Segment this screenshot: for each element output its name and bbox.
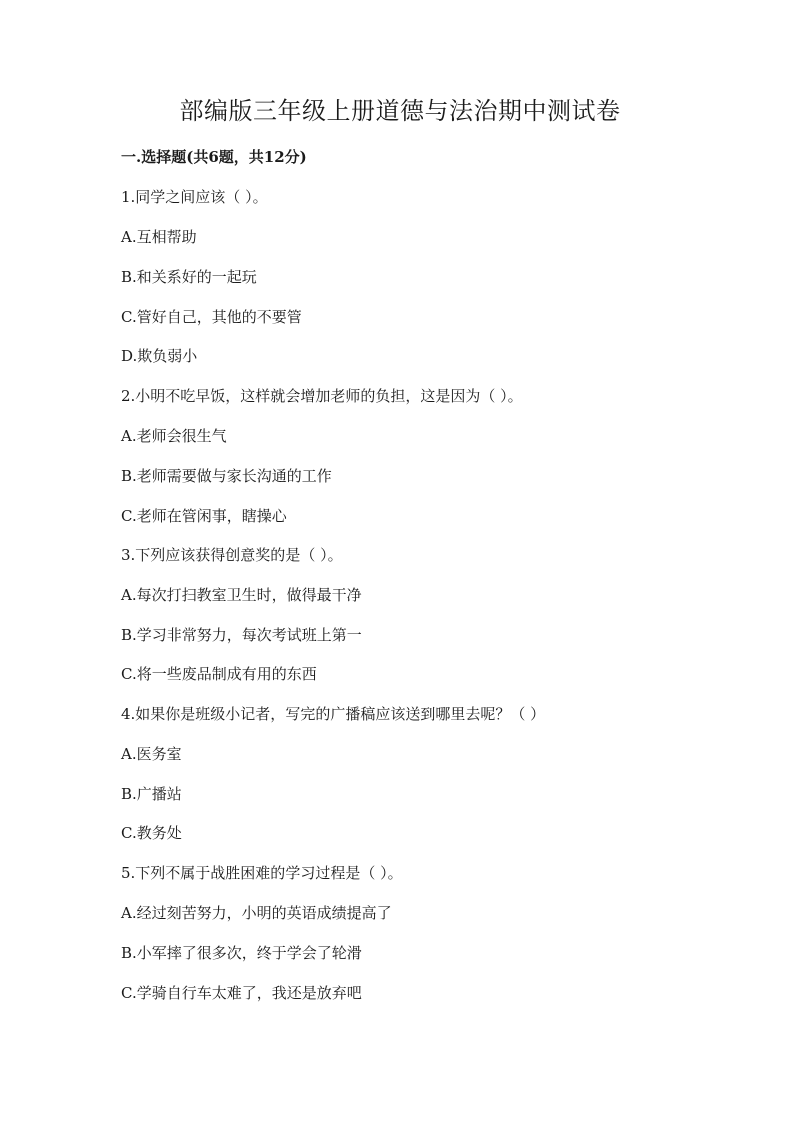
section-heading-multiple-choice: 一.选择题(共6题，共12分) <box>121 148 307 166</box>
question-5-option-c: C.学骑自行车太难了，我还是放弃吧 <box>121 984 362 1002</box>
question-4-stem: 4.如果你是班级小记者，写完的广播稿应该送到哪里去呢？（ ） <box>121 705 546 723</box>
question-5-stem: 5.下列不属于战胜困难的学习过程是（ ）。 <box>121 864 403 882</box>
question-4-option-a: A.医务室 <box>121 745 182 763</box>
question-5-option-b: B.小军摔了很多次，终于学会了轮滑 <box>121 944 362 962</box>
exam-title: 部编版三年级上册道德与法治期中测试卷 <box>179 97 621 125</box>
question-1-option-a: A.互相帮助 <box>121 228 197 246</box>
question-2-stem: 2.小明不吃早饭，这样就会增加老师的负担，这是因为（ ）。 <box>121 387 523 405</box>
question-2-option-b: B.老师需要做与家长沟通的工作 <box>121 467 332 485</box>
question-1-option-b: B.和关系好的一起玩 <box>121 268 257 286</box>
question-1-option-c: C.管好自己，其他的不要管 <box>121 308 302 326</box>
question-1-option-d: D.欺负弱小 <box>121 347 198 365</box>
question-4-option-c: C.教务处 <box>121 824 182 842</box>
question-5-option-a: A.经过刻苦努力，小明的英语成绩提高了 <box>121 904 392 922</box>
question-1-stem: 1.同学之间应该（ ）。 <box>121 188 268 206</box>
question-4-option-b: B.广播站 <box>121 785 182 803</box>
question-3-stem: 3.下列应该获得创意奖的是（ ）。 <box>121 546 343 564</box>
question-2-option-c: C.老师在管闲事，瞎操心 <box>121 507 287 525</box>
question-2-option-a: A.老师会很生气 <box>121 427 227 445</box>
question-3-option-a: A.每次打扫教室卫生时，做得最干净 <box>121 586 362 604</box>
question-3-option-b: B.学习非常努力，每次考试班上第一 <box>121 626 362 644</box>
question-3-option-c: C.将一些废品制成有用的东西 <box>121 665 317 683</box>
